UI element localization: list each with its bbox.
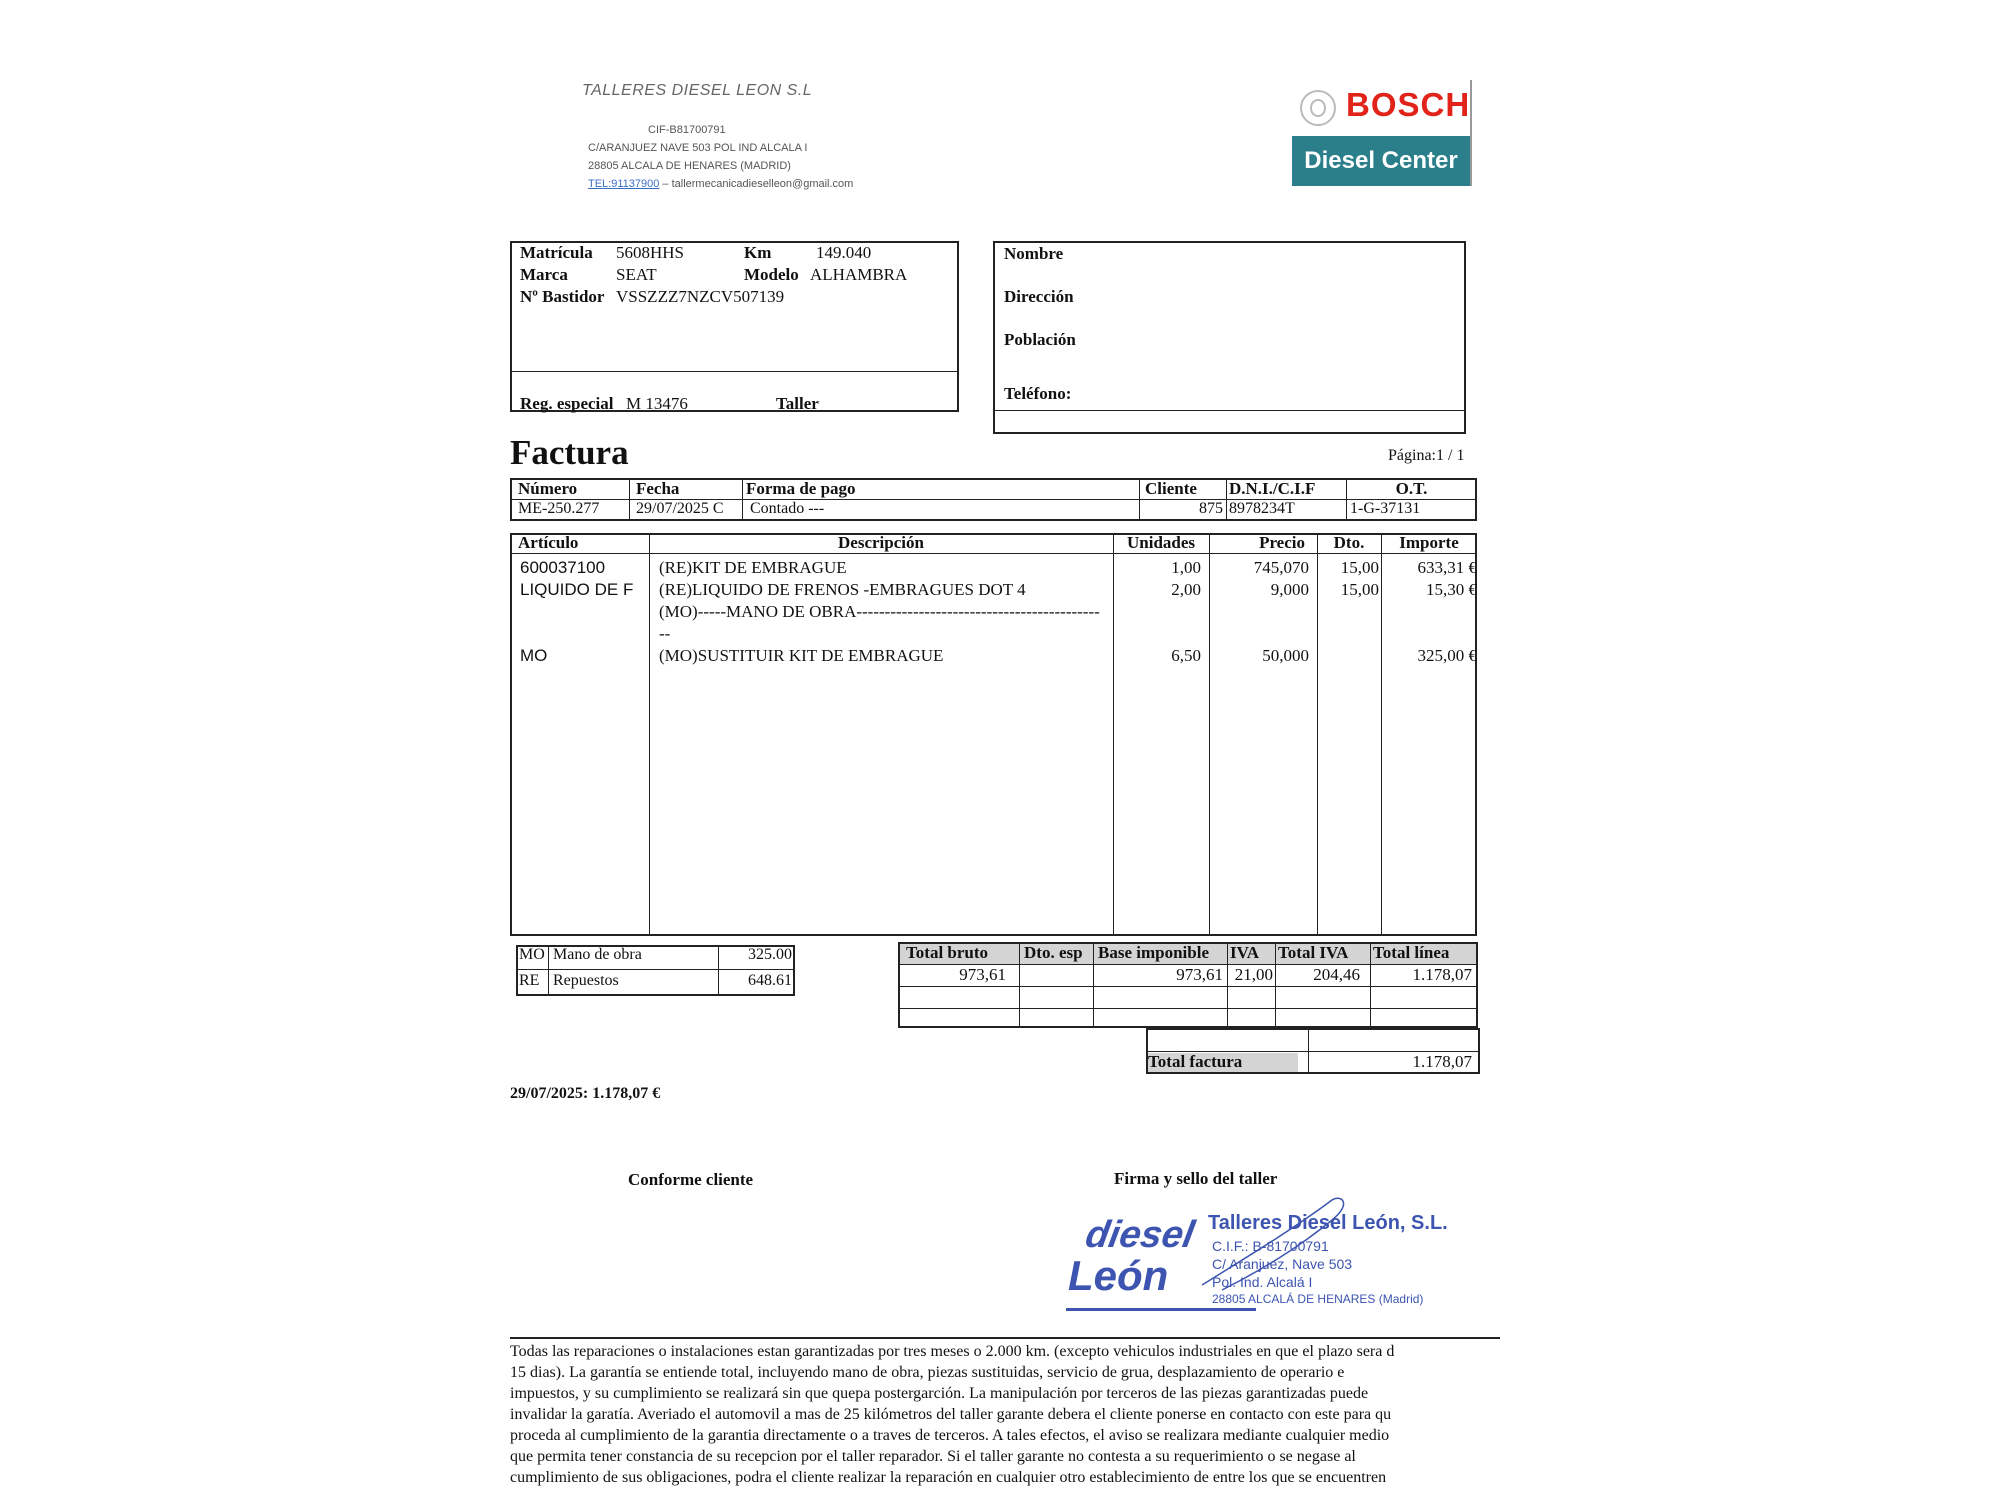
signature-taller-label: Firma y sello del taller: [1114, 1169, 1278, 1188]
header-cliente: Cliente: [1145, 479, 1197, 498]
modelo-label: Modelo: [744, 265, 799, 284]
signature-cliente-label: Conforme cliente: [628, 1170, 754, 1189]
item-row-5-articulo: MO: [520, 646, 548, 665]
invoice-forma-pago: Contado ---: [750, 500, 825, 517]
summary-re-value: 648.61: [748, 972, 792, 989]
totals-base: 973,61: [1176, 965, 1223, 984]
header-fecha: Fecha: [636, 479, 680, 498]
item-row-1-unidades: 1,00: [1171, 558, 1201, 577]
modelo-value: ALHAMBRA: [810, 265, 908, 284]
payment-line: 29/07/2025: 1.178,07 €: [510, 1085, 661, 1102]
item-row-3-descripcion: (MO)-----MANO DE OBRA-------------------------------------------: [659, 602, 1100, 621]
item-row-2-precio: 9,000: [1270, 580, 1309, 599]
warranty-legal-text: [510, 1341, 1502, 1488]
header-ot: O.T.: [1395, 479, 1428, 498]
totals-header-total-linea: Total línea: [1373, 943, 1450, 962]
totals-total-linea: 1.178,07: [1412, 965, 1472, 984]
item-row-2-descripcion: (RE)LIQUIDO DE FRENOS -EMBRAGUES DOT 4: [659, 580, 1026, 599]
header-dni: D.N.I./C.I.F: [1229, 479, 1316, 498]
col-importe: Importe: [1399, 533, 1459, 552]
legal-line-6: que permita tener constancia de su recepcion por el taller reparador. Si el taller garante no contesta a su requerimiento o se negase al: [510, 1448, 1356, 1465]
totals-bruto: 973,61: [959, 965, 1006, 984]
totals-header-bruto: Total bruto: [906, 943, 989, 962]
legal-line-7: cumplimiento de sus obligaciones, podra el cliente realizar la reparación en cualquier otro establecimiento de entre los que se encuentren: [510, 1469, 1387, 1486]
marca-value: SEAT: [616, 265, 657, 284]
reg-especial-label: Reg. especial: [520, 394, 614, 413]
col-dto: Dto.: [1333, 533, 1365, 552]
summary-re-label: Repuestos: [553, 972, 619, 989]
header-numero: Número: [518, 479, 578, 498]
totals-header-iva: IVA: [1230, 943, 1259, 962]
company-cif: CIF-B81700791: [648, 124, 726, 136]
invoice-ot: 1-G-37131: [1350, 500, 1421, 517]
bastidor-label: Nº Bastidor: [520, 287, 605, 306]
page-indicator: Página:1 / 1: [1388, 447, 1465, 464]
item-row-1-precio: 745,070: [1253, 558, 1309, 577]
totals-total-iva: 204,46: [1313, 965, 1360, 984]
company-email: – tallermecanicadieselleon@gmail.com: [659, 178, 854, 190]
item-row-5-importe: 325,00 €: [1417, 646, 1477, 665]
item-row-2-articulo: LIQUIDO DE F: [520, 580, 634, 599]
col-unidades: Unidades: [1126, 533, 1196, 552]
legal-line-1: Todas las reparaciones o instalaciones estan garantizadas por tres meses o 2.000 km. (excepto vehiculos industriales en que el plazo sera d: [510, 1343, 1395, 1360]
item-row-1-dto: 15,00: [1340, 558, 1379, 577]
stamp-logo-leon: León: [1068, 1252, 1169, 1299]
stamp-company-name: Talleres Diesel León, S.L.: [1208, 1212, 1448, 1234]
diesel-center-label: Diesel Center: [1292, 136, 1470, 186]
bosch-diesel-center-logo: [1292, 80, 1472, 186]
company-address-line2: 28805 ALCALA DE HENARES (MADRID): [588, 160, 791, 172]
item-row-5-unidades: 6,50: [1171, 646, 1201, 665]
stamp-address-1: C/ Aranjuez, Nave 503: [1212, 1256, 1353, 1272]
bosch-armature-icon: [1300, 90, 1336, 126]
invoice-cliente: 875: [1199, 500, 1223, 517]
item-row-2-dto: 15,00: [1340, 580, 1379, 599]
summary-mo-value: 325.00: [748, 946, 792, 963]
legal-line-3: impuestos, y su cumplimiento se realizará sin que quepa postergarción. La manipulación por terceros de las piezas garantizadas puede: [510, 1385, 1369, 1402]
col-descripcion: Descripción: [838, 533, 924, 552]
workshop-stamp: [1062, 1190, 1502, 1320]
invoice-fecha: 29/07/2025 C: [636, 500, 724, 517]
item-row-1-articulo: 600037100: [520, 558, 606, 577]
km-value: 149.040: [816, 243, 872, 262]
company-address-line1: C/ARANJUEZ NAVE 503 POL IND ALCALA I: [588, 142, 808, 154]
legal-line-2: 15 dias). La garantía se entiende total, incluyendo mano de obra, piezas sustituidas, servicio de grua, desplazamiento de operario e: [510, 1364, 1345, 1381]
reg-especial-value: M 13476: [626, 394, 688, 413]
summary-mo-label: Mano de obra: [553, 946, 642, 963]
totals-header-dto-esp: Dto. esp: [1024, 943, 1083, 962]
handwritten-signature: [1182, 1190, 1362, 1300]
direccion-label: Dirección: [1004, 287, 1074, 306]
item-row-4-descripcion: --: [659, 624, 671, 643]
invoice-numero: ME-250.277: [518, 500, 600, 517]
item-row-5-descripcion: (MO)SUSTITUIR KIT DE EMBRAGUE: [659, 646, 944, 665]
telefono-label: Teléfono:: [1004, 384, 1072, 403]
matricula-value: 5608HHS: [616, 243, 685, 262]
taller-label: Taller: [776, 394, 819, 413]
summary-mo-code: MO: [519, 946, 545, 963]
marca-label: Marca: [520, 265, 568, 284]
legal-line-4: invalidar la garatía. Averiado el automovil a mas de 25 kilómetros del taller garante debera el cliente ponerse en contacto con este para qu: [510, 1406, 1392, 1423]
item-row-2-importe: 15,30 €: [1426, 580, 1477, 599]
company-name: TALLERES DIESEL LEON S.L: [582, 82, 813, 99]
company-contact: [588, 178, 853, 190]
col-articulo: Artículo: [518, 533, 579, 552]
km-label: Km: [744, 243, 772, 262]
item-row-1-importe: 633,31 €: [1417, 558, 1477, 577]
totals-header-total-iva: Total IVA: [1278, 943, 1349, 962]
header-forma-pago: Forma de pago: [746, 479, 856, 498]
invoice-dni: 8978234T: [1229, 500, 1295, 517]
col-precio: Precio: [1259, 533, 1305, 552]
matricula-label: Matrícula: [520, 243, 593, 262]
totals-header-base: Base imponible: [1098, 943, 1209, 962]
stamp-logo-diesel: diesel: [1082, 1214, 1198, 1256]
stamp-cif: C.I.F.: B-81700791: [1212, 1238, 1329, 1254]
item-row-2-unidades: 2,00: [1171, 580, 1201, 599]
poblacion-label: Población: [1004, 330, 1076, 349]
bosch-wordmark: BOSCH: [1346, 86, 1471, 123]
stamp-address-2: Pol. Ind. Alcalá I: [1212, 1274, 1313, 1290]
company-tel-link[interactable]: TEL:91137900: [588, 178, 660, 190]
total-factura-value: 1.178,07: [1412, 1052, 1472, 1071]
item-row-5-precio: 50,000: [1262, 646, 1309, 665]
legal-line-5: proceda al cumplimiento de la garantia directamente o a traves de terceros. A tales efectos, el aviso se realizara mediante cualquier medio: [510, 1427, 1390, 1444]
total-factura-label: Total factura: [1148, 1052, 1243, 1071]
item-row-1-descripcion: (RE)KIT DE EMBRAGUE: [659, 558, 847, 577]
summary-re-code: RE: [519, 972, 540, 989]
totals-iva: 21,00: [1234, 965, 1273, 984]
bastidor-value: VSSZZZ7NZCV507139: [616, 287, 785, 306]
stamp-address-3: 28805 ALCALÁ DE HENARES (Madrid): [1212, 1292, 1424, 1306]
nombre-label: Nombre: [1004, 244, 1064, 263]
invoice-title: Factura: [510, 433, 629, 472]
